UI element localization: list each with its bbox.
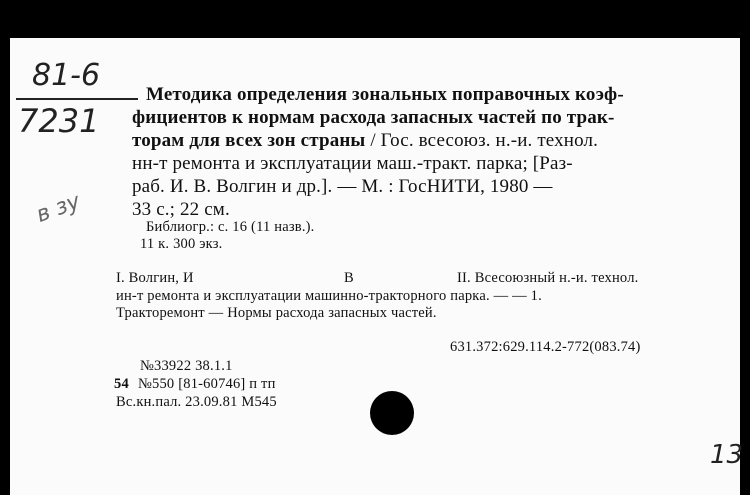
entry-line-4: нн-т ремонта и эксплуатации маш.-тракт. парка; [Раз- xyxy=(132,153,573,174)
punch-hole xyxy=(370,391,414,435)
handwritten-mark-middle: 7231 xyxy=(18,102,100,140)
tracing-line-1-author: I. Волгин, И xyxy=(116,270,194,286)
handwritten-mark-top: 81-6 xyxy=(32,58,101,93)
handwritten-corner-number: 13 xyxy=(710,440,744,470)
print-run-note: 11 к. 300 экз. xyxy=(140,236,223,252)
entry-line-3: торам для всех зон страны / Гос. всесоюз. н.-и. технол. xyxy=(132,130,599,151)
catalog-chamber-line: Вс.кн.пал. 23.09.81 М545 xyxy=(116,394,277,410)
entry-line-5: раб. И. В. Волгин и др.]. — М. : ГосНИТИ, 1980 — xyxy=(132,176,553,197)
catalog-order-line: №550 [81-60746] п тп xyxy=(138,376,276,392)
entry-title-line-2: фициентов к нормам расхода запасных частей по трак- xyxy=(132,107,615,128)
catalog-number-line: №33922 38.1.1 xyxy=(140,358,233,374)
handwritten-underline xyxy=(16,98,138,100)
entry-line-6: 33 с.; 22 см. xyxy=(132,199,230,220)
bibliography-note: Библиогр.: с. 16 (11 назв.). xyxy=(146,219,315,235)
tracing-line-3: Тракторемонт — Нормы расхода запасных частей. xyxy=(116,305,437,321)
tracing-line-1-org: II. Всесоюзный н.-и. технол. xyxy=(457,270,639,286)
tracing-line-2: ин-т ремонта и эксплуатации машинно-тракторного парка. — — 1. xyxy=(116,288,542,304)
entry-title-line-1: Методика определения зональных поправочных коэф- xyxy=(146,84,624,105)
tracing-line-1-initial: В xyxy=(344,270,354,286)
catalog-prefix: 54 xyxy=(114,376,129,392)
udc-classification: 631.372:629.114.2-772(083.74) xyxy=(450,339,641,355)
handwritten-mark-side: в зу xyxy=(33,189,84,228)
